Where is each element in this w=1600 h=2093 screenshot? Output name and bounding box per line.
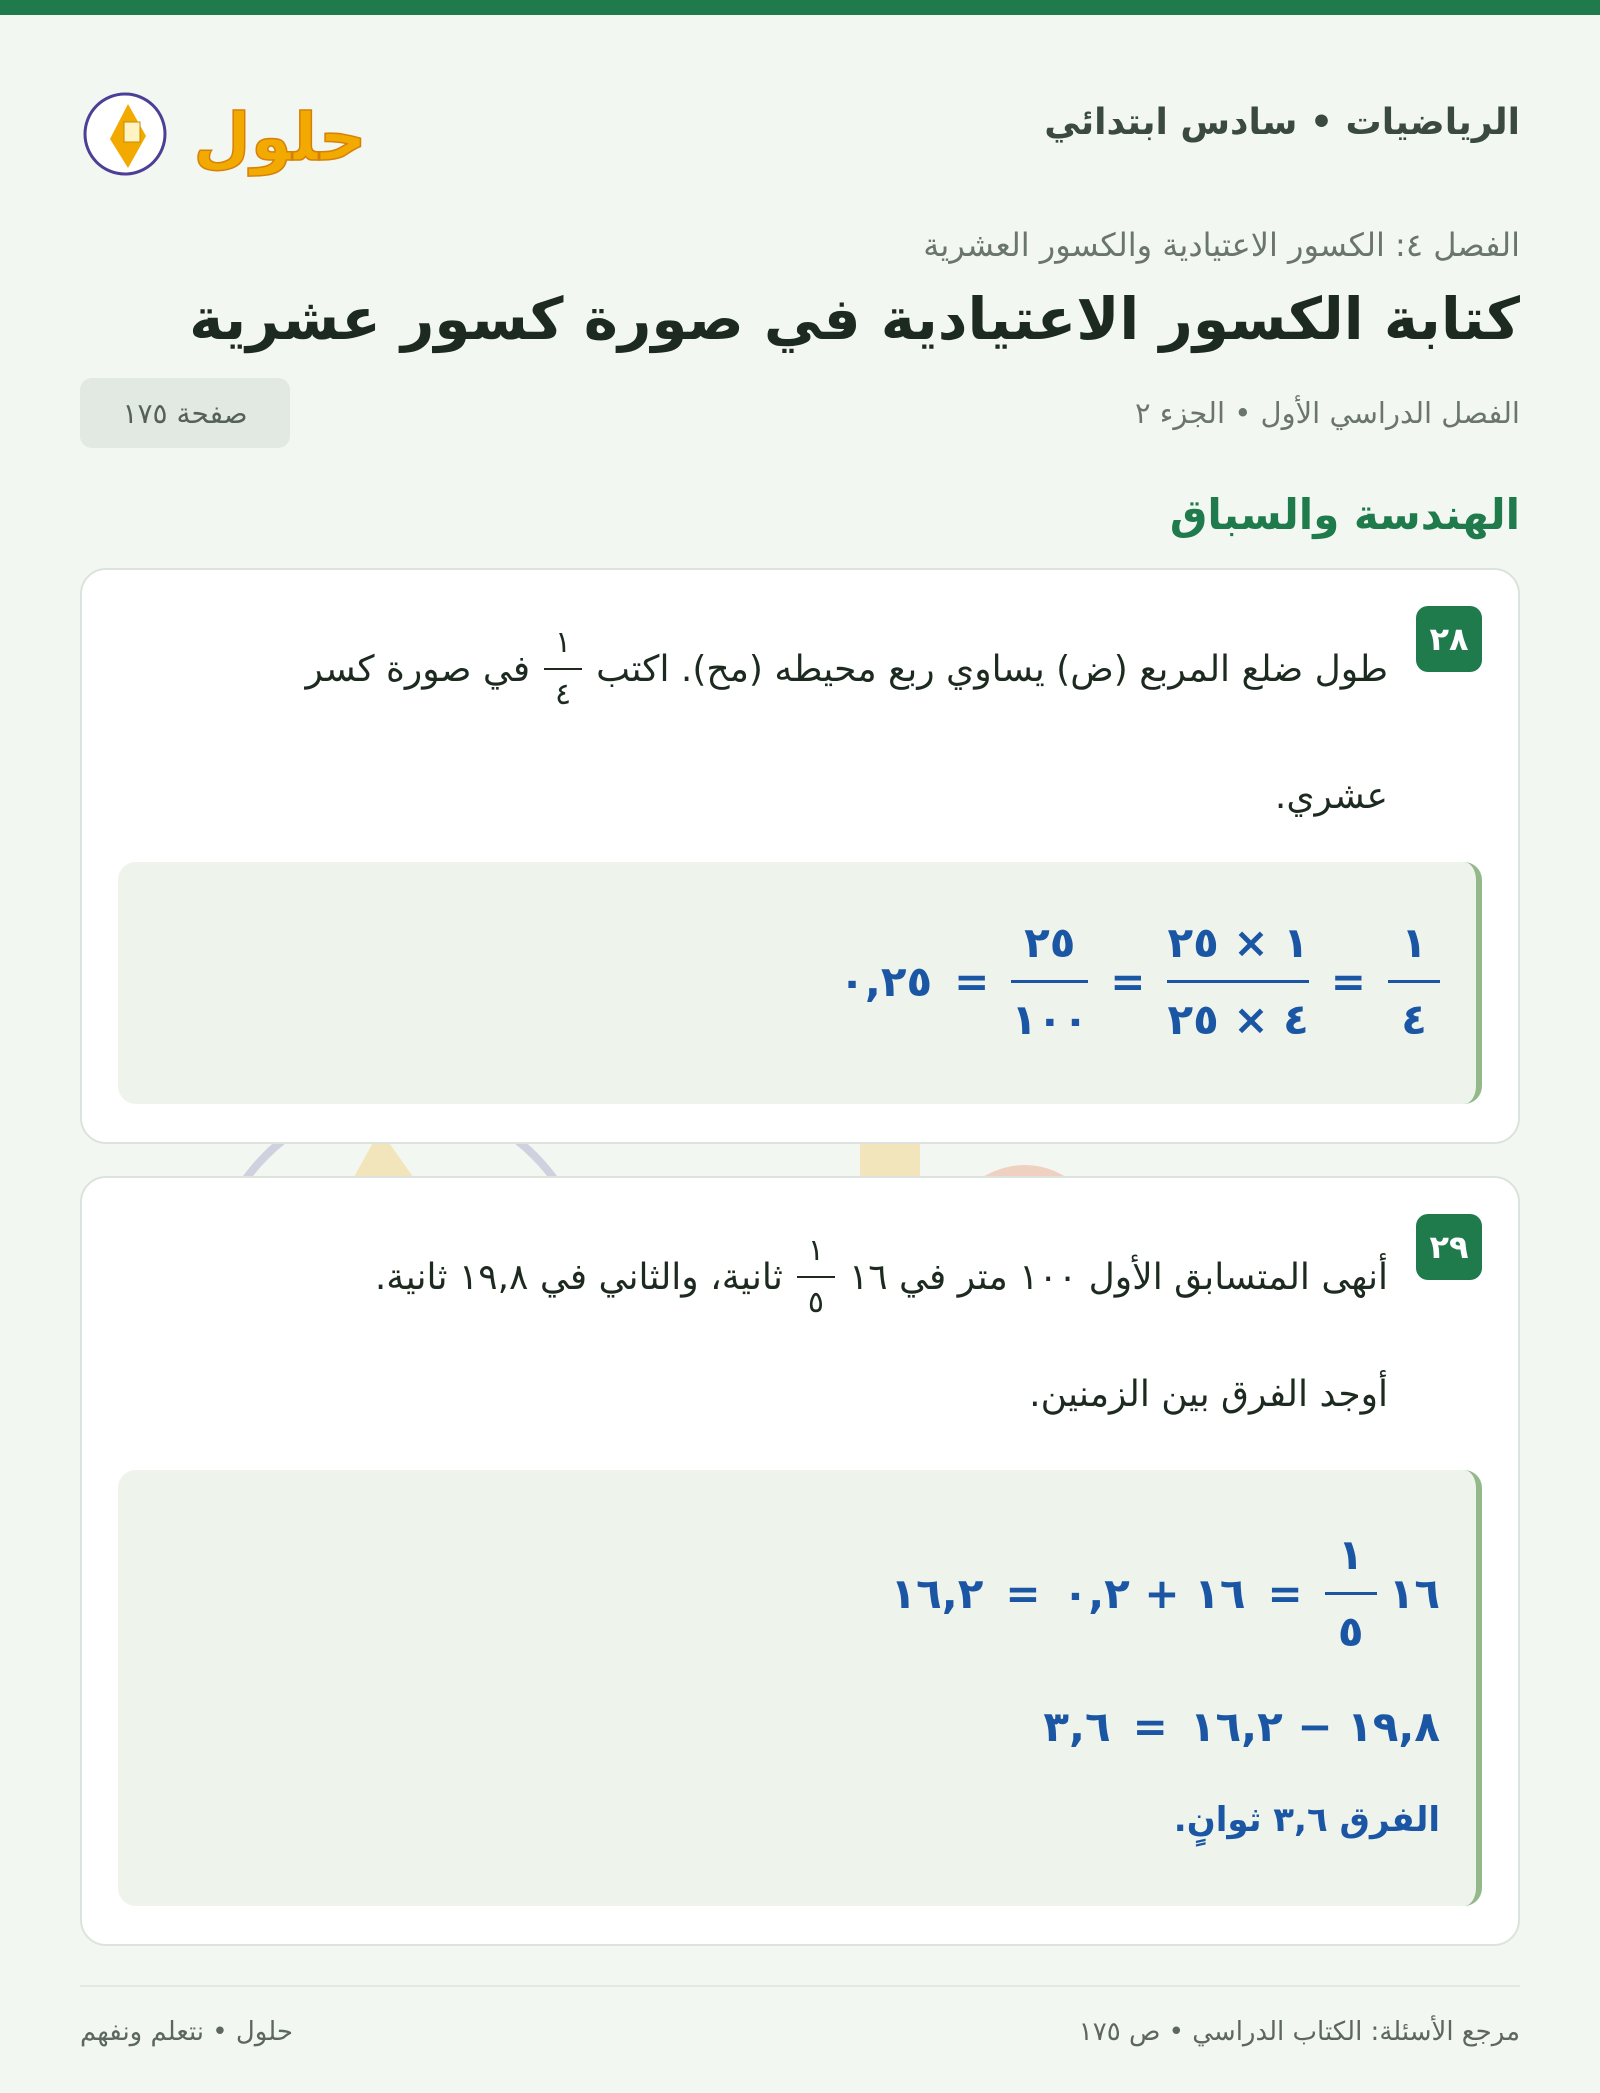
answer-conclusion: الفرق ٣,٦ ثوانٍ. — [1173, 1800, 1440, 1840]
answer-equation-2 — [1021, 1702, 1440, 1751]
answer-result: ٠,٢٥ — [839, 957, 933, 1006]
question-card-29 — [80, 1176, 1520, 1946]
equals-sign: = — [954, 957, 990, 1006]
fraction-denominator: ٥ — [807, 1285, 824, 1320]
question-text-line2: أوجد الفرق بين الزمنين. — [1029, 1374, 1388, 1415]
fraction-numerator: ١ — [555, 625, 572, 660]
hulul-logo[interactable] — [80, 64, 365, 184]
answer-fraction-3: $\frac{٢٥}{١٠٠}$ — [1011, 918, 1089, 1044]
question-text-line1 — [374, 1233, 1388, 1320]
logo-icon — [80, 64, 365, 184]
question-text-after: في صورة كسر — [305, 648, 531, 690]
equals-sign: = — [1110, 957, 1146, 1006]
answer-fraction-2: $\frac{١ \times ٢٥}{٤ \times ٢٥}$ — [1167, 918, 1309, 1044]
answer-expression: ١٦ + ٠,٢ — [1062, 1569, 1246, 1618]
term-label: الفصل الدراسي الأول • الجزء ٢ — [1134, 396, 1520, 430]
footer-reference: مرجع الأسئلة: الكتاب الدراسي • ص ١٧٥ — [1078, 2017, 1520, 2047]
logo-text: حلول — [193, 99, 365, 176]
equals-sign: = — [1267, 1569, 1303, 1618]
fraction-numerator: ١ — [807, 1233, 824, 1268]
footer-tagline: حلول • نتعلم ونفهم — [80, 2017, 293, 2047]
answer-equation-1 — [869, 1530, 1441, 1656]
subject-title: الرياضيات • سادس ابتدائي — [1044, 102, 1520, 143]
question-text: أنهى المتسابق الأول ١٠٠ متر في ١٦ — [848, 1256, 1388, 1298]
question-card-28 — [80, 568, 1520, 1144]
top-accent-bar — [0, 0, 1600, 15]
equals-sign: = — [1132, 1702, 1168, 1751]
equals-sign: = — [1005, 1569, 1041, 1618]
fraction-denominator: ٤ — [555, 677, 572, 712]
footer-divider — [80, 1985, 1520, 1987]
question-text-line1 — [305, 625, 1388, 712]
question-text-line2: عشري. — [1274, 776, 1388, 817]
question-number: ٢٨ — [1416, 606, 1482, 672]
answer-result: ٣,٦ — [1043, 1702, 1111, 1751]
mixed-whole: ١٦ — [1388, 1569, 1440, 1618]
question-text: طول ضلع المربع (ض) يساوي ربع محيطه (مح). اكتب — [596, 648, 1388, 690]
answer-box — [118, 1470, 1482, 1906]
inline-fraction — [797, 1233, 835, 1320]
answer-box — [118, 862, 1482, 1104]
question-number: ٢٩ — [1416, 1214, 1482, 1280]
answer-equation — [817, 918, 1440, 1044]
chapter-label: الفصل ٤: الكسور الاعتيادية والكسور العشرية — [923, 226, 1520, 264]
inline-fraction — [544, 625, 582, 712]
section-title: الهندسة والسباق — [1169, 490, 1520, 539]
page-header — [80, 92, 1520, 182]
equals-sign: = — [1330, 957, 1366, 1006]
page-title: كتابة الكسور الاعتيادية في صورة كسور عشرية — [189, 285, 1520, 353]
page-number-badge: صفحة ١٧٥ — [80, 378, 290, 448]
answer-result: ١٦,٢ — [890, 1569, 984, 1618]
answer-expression: ١٩,٨ − ١٦,٢ — [1189, 1702, 1440, 1751]
question-text-after: ثانية، والثاني في ١٩,٨ ثانية. — [374, 1256, 783, 1298]
answer-fraction: $\frac{١}{٥}$ — [1325, 1534, 1377, 1653]
answer-fraction-1: $\frac{١}{٤}$ — [1388, 922, 1440, 1041]
